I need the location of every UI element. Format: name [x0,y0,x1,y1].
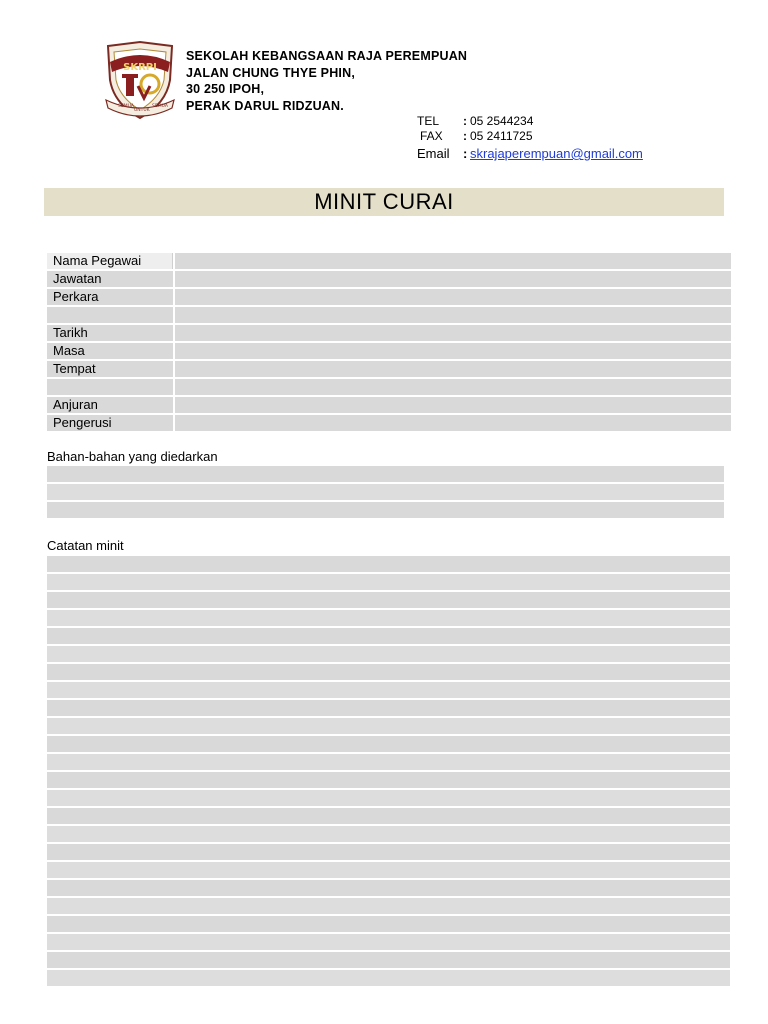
catatan-line[interactable] [47,880,730,896]
catatan-line[interactable] [47,826,730,842]
info-row-value-field[interactable] [175,271,731,287]
logo-ribbon-3: SEMUA [152,104,168,109]
info-row [47,271,731,287]
catatan-line[interactable] [47,736,730,752]
catatan-line[interactable] [47,628,730,644]
info-row-label [47,307,173,323]
bahan-line[interactable] [47,502,724,518]
info-row-label: Perkara [47,289,173,305]
email-row [417,145,643,162]
info-table [47,253,731,433]
tel-value: 05 2544234 [470,114,534,128]
info-row-label [47,379,173,395]
fax-label: FAX [420,129,443,143]
info-row-label: Pengerusi [47,415,173,431]
catatan-line[interactable] [47,682,730,698]
catatan-line[interactable] [47,574,730,590]
contact-block [417,114,643,162]
school-state: PERAK DARUL RIDZUAN. [186,98,344,113]
info-row-label: Jawatan [47,271,173,287]
fax-value: 05 2411725 [470,129,533,143]
info-row-value-field[interactable] [175,415,731,431]
catatan-line[interactable] [47,970,730,986]
catatan-line[interactable] [47,934,730,950]
page-title: MINIT CURAI [314,189,454,214]
catatan-line[interactable] [47,772,730,788]
logo-ribbon-1: SEMUA [118,104,134,109]
title-bar [44,188,724,216]
info-row [47,253,731,269]
info-row [47,289,731,305]
fax-separator: : [463,129,467,143]
school-street: JALAN CHUNG THYE PHIN, [186,65,355,80]
school-city: 30 250 IPOH, [186,82,265,96]
email-link[interactable]: skrajaperempuan@gmail.com [470,146,643,161]
catatan-line[interactable] [47,844,730,860]
info-row-value-field[interactable] [175,289,731,305]
school-name: SEKOLAH KEBANGSAAN RAJA PEREMPUAN [186,49,468,63]
info-row [47,307,731,323]
info-row-label: Tempat [47,361,173,377]
tel-separator: : [463,114,467,128]
catatan-line[interactable] [47,610,730,626]
catatan-line[interactable] [47,952,730,968]
bahan-lines [47,466,724,520]
info-row [47,397,731,413]
info-row-value-field[interactable] [175,325,731,341]
catatan-line[interactable] [47,556,730,572]
catatan-line[interactable] [47,862,730,878]
tel-row [417,114,643,129]
info-row [47,325,731,341]
info-row-value-field[interactable] [175,253,731,269]
info-row-label: Masa [47,343,173,359]
logo-acronym: SKRPI [123,62,157,73]
bahan-line[interactable] [47,484,724,500]
info-row [47,361,731,377]
info-row-value-field[interactable] [175,343,731,359]
logo-ribbon-2: UNTUK [134,108,150,113]
email-separator: : [463,146,468,161]
catatan-line[interactable] [47,898,730,914]
bahan-line[interactable] [47,466,724,482]
info-row-value-field[interactable] [175,397,731,413]
catatan-line[interactable] [47,592,730,608]
info-row-value-field[interactable] [175,379,731,395]
catatan-line[interactable] [47,790,730,806]
info-row [47,379,731,395]
catatan-line[interactable] [47,646,730,662]
tel-label: TEL [417,114,440,128]
catatan-line[interactable] [47,808,730,824]
info-row-value-field[interactable] [175,361,731,377]
info-row-label: Tarikh [47,325,173,341]
info-row-value-field[interactable] [175,307,731,323]
catatan-line[interactable] [47,916,730,932]
bahan-label: Bahan-bahan yang diedarkan [47,449,218,464]
catatan-line[interactable] [47,700,730,716]
school-address [186,48,467,114]
catatan-line[interactable] [47,754,730,770]
catatan-label: Catatan minit [47,538,124,553]
fax-row [417,129,643,144]
catatan-lines [47,556,730,988]
email-label: Email [417,146,450,161]
info-row [47,415,731,431]
info-row-label: Anjuran [47,397,173,413]
info-row [47,343,731,359]
school-crest-logo [102,40,178,120]
catatan-line[interactable] [47,718,730,734]
info-row-label: Nama Pegawai [47,253,173,269]
catatan-line[interactable] [47,664,730,680]
